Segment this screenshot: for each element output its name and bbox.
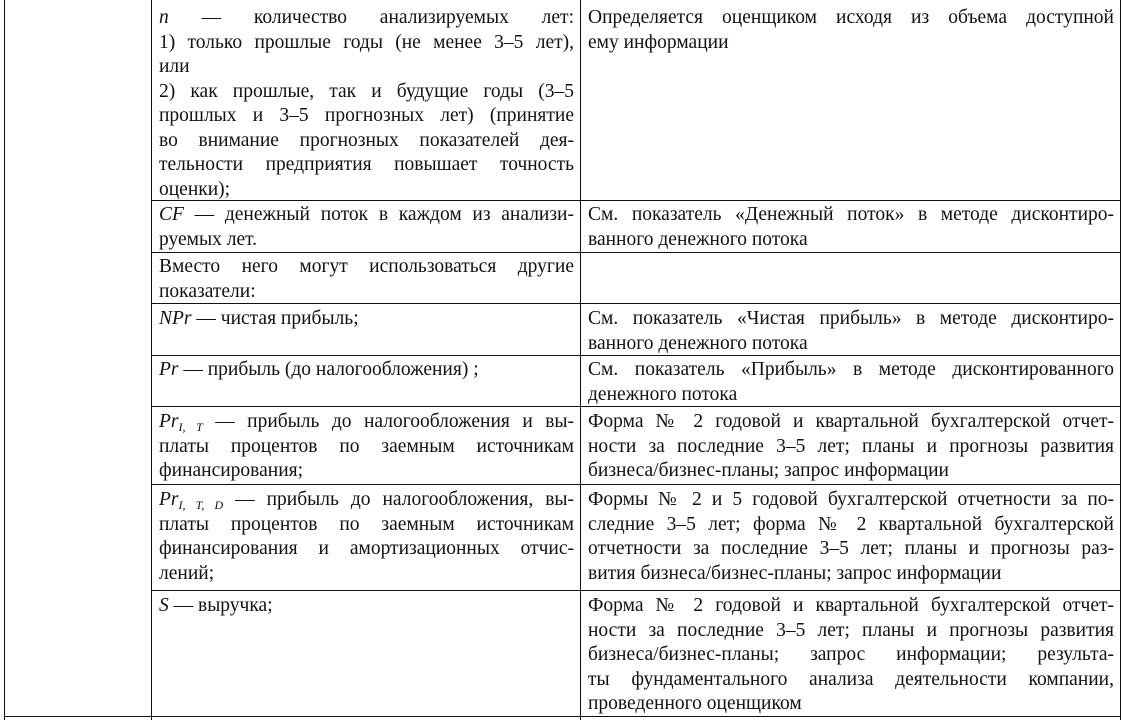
text-segment: финансирования; [159,460,304,481]
text-segment: тельности предприятия повышает точность [159,154,574,175]
text-segment: показатели: [159,280,256,302]
cell-variable-n [159,6,574,202]
row-separator [151,252,1121,253]
text-segment: — прибыль (до налогообложения) ; [178,359,479,380]
table-border-col2 [580,0,581,720]
text-line [159,280,574,305]
text-line: Форма № 2 годовой и квартальной бухгалтерской отчет- [588,595,1114,616]
text-line [159,358,574,383]
text-line: следние 3–5 лет; форма № 2 квартальной бухгалтерской [588,513,1114,535]
text-line: ему информации [588,31,729,53]
text-segment: — выручка; [168,595,273,616]
text-segment: платы процентов по заемным источникам [159,435,574,457]
cell-source-cf [588,203,1114,252]
text-line: ванного денежного потока [588,332,808,354]
text-line [159,459,574,484]
text-segment: 2) как прошлые, так и будущие годы (3–5 [159,80,574,102]
text-segment: платы процентов по заемным источникам [159,513,574,535]
text-line: ности за последние 3–5 лет; планы и прогнозы развития [588,619,1114,641]
text-segment: Вместо него могут использоваться другие [159,256,574,277]
table-border-col1 [151,0,152,720]
table-border-left [4,0,5,720]
text-line [159,488,574,513]
text-line: Форма № 2 годовой и квартальной бухгалтерской отчет- [588,411,1114,432]
text-segment: или [159,56,190,77]
text-segment: во внимание прогнозных показателей дея- [159,129,574,151]
text-line [159,104,574,129]
cell-variable-pr [159,358,574,383]
text-line: См. показатель «Чистая прибыль» в методе дисконтиро- [588,308,1114,329]
text-line [159,228,574,253]
text-segment: 1) только прошлые годы (не менее 3–5 лет), [159,31,574,53]
cell-variable-s [159,594,574,619]
cell-source-npr [588,307,1114,356]
cell-source-pr [588,358,1114,407]
row-separator [151,484,1121,485]
text-line: ности за последние 3–5 лет; планы и прогнозы развития [588,435,1114,457]
text-line [159,178,574,203]
text-segment: — прибыль до налогообложения и вы- [202,411,575,432]
text-segment: оценки); [159,178,231,200]
text-line [159,6,574,31]
text-line [159,562,574,587]
text-line [159,203,574,228]
cell-variable-pr-it [159,410,574,484]
text-line: См. показатель «Денежный поток» в методе дисконтиро- [588,204,1114,225]
text-line: бизнеса/бизнес-планы; запрос информации; результа- [588,644,1114,665]
text-line: Формы № 2 и 5 годовой бухгалтерской отчетности за по- [588,489,1114,510]
text-segment: лений; [159,562,215,584]
text-line: отчетности за последние 3–5 лет; планы и прогнозы раз- [588,538,1114,559]
cell-alternatives-note [159,255,574,304]
cell-variable-cf [159,203,574,252]
variable-symbol: NPr [159,308,192,329]
subscript: I, T, D [178,498,224,512]
text-segment: прошлых и 3–5 прогнозных лет) (принятие [159,105,574,126]
text-line [159,435,574,460]
cell-source-pr-it [588,410,1114,484]
text-line [159,80,574,105]
text-line: бизнеса/бизнес-планы; запрос информации [588,460,949,481]
variable-symbol: Pr [159,359,179,380]
text-line: См. показатель «Прибыль» в методе дисконтированного [588,359,1114,380]
variable-symbol: CF [159,204,184,225]
table-border-right [1120,0,1121,720]
text-line [159,255,574,280]
variable-symbol: Pr [159,411,179,432]
text-segment: финансирования и амортизационных отчис- [159,538,574,559]
text-segment: — прибыль до налогообложения, вы- [223,489,574,510]
text-segment: — чистая прибыль; [191,308,359,329]
text-line: проведенного оценщиком [588,693,802,714]
cell-source-n [588,6,1114,55]
subscript: I, T [178,420,203,434]
variable-symbol: Pr [159,489,179,510]
cell-variable-npr [159,307,574,332]
cell-source-s [588,594,1114,717]
text-line: ванного денежного потока [588,228,808,250]
text-segment: — денежный поток в каждом из анализи- [183,204,574,225]
text-line: Определяется оценщиком исходя из объема доступной [588,7,1114,28]
text-line: вития бизнеса/бизнес-планы; запрос информации [588,562,1002,584]
text-line [159,537,574,562]
text-line: ты фундаментального анализа деятельности компании, [588,668,1114,690]
cell-source-pr-itd [588,488,1114,586]
text-line [159,31,574,56]
text-segment: — количество анализируемых лет: [168,7,574,28]
text-line [159,55,574,80]
cell-variable-pr-itd [159,488,574,586]
text-line [159,129,574,154]
text-line [159,594,574,619]
text-line: денежного потока [588,383,738,405]
text-line [159,153,574,178]
text-segment: руемых лет. [159,228,258,250]
variable-symbol: n [159,7,169,28]
text-line [159,410,574,435]
text-line [159,513,574,538]
text-line [159,307,574,332]
variable-symbol: S [159,595,169,616]
row-separator [151,590,1121,591]
